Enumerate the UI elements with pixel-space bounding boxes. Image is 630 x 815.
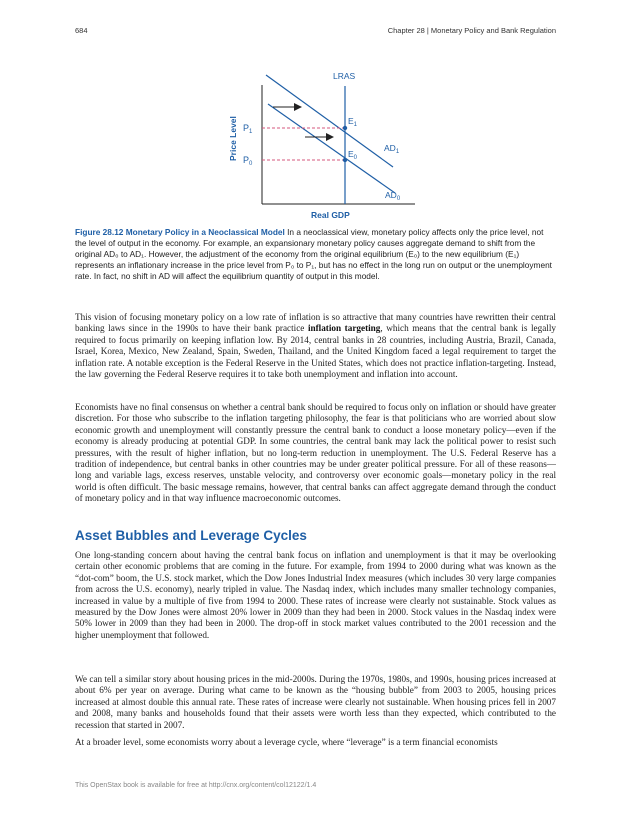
x-axis-label: Real GDP (311, 210, 350, 220)
paragraph-text: This vision of focusing monetary policy on a low rate of inflation is so attractive that many countries have rewritten their central banking laws since in the 1990s to have their bank practice (75, 312, 556, 334)
key-term-inflation-targeting: inflation targeting (307, 323, 381, 334)
paragraph-inflation-targeting (75, 312, 556, 380)
e0-point (343, 158, 347, 162)
p1-label: $P_1$ (243, 123, 253, 135)
ad0-curve (268, 104, 395, 193)
page-footer: This OpenStax book is available for free at http://cnx.org/content/col12122/1.4 (75, 782, 317, 789)
e0-label: $E_0$ (348, 149, 358, 161)
p0-label: $P_0$ (243, 155, 253, 167)
ad1-curve (266, 75, 393, 167)
y-axis-label: Price Level (228, 116, 238, 161)
paragraph-stock-market: One long-standing concern about having the central bank focus on inflation and unemployment is that it may be overlooking certain other economic problems that are coming in the future. For example, from 1994 to 2000 during what was known as the “dot-com” boom, the U.S. stock market, which the Dow Jones Industrial Index measures (which includes 30 very large companies from across the U.S. economy), nearly tripled in value. The Nasdaq index, which includes many smaller technology companies, increased in value by a multiple of five from 1994 to 2000. These rates of increase were clearly not sustainable. Stock values as measured by the Dow Jones were almost 20% lower in 2009 than they had been in 2000. Stock values in the Nasdaq index were 50% lower in 2009 than they had been in 2000. The drop-off in stock market values contributed to the 2001 recession and the higher unemployment that followed. (75, 550, 556, 640)
chapter-title: Chapter 28 | Monetary Policy and Bank Regulation (387, 26, 556, 35)
ad0-label: $AD_0$ (385, 190, 401, 202)
e1-point (343, 126, 347, 130)
neoclassical-ad-figure (0, 0, 630, 225)
paragraph-housing: We can tell a similar story about housing prices in the mid-2000s. During the 1970s, 1980s, and 1990s, housing prices increased at about 6% per year on average. During what came to be known as the “housing bubble” from 2003 to 2005, housing prices increased at almost double this annual rate. These rates of increase were clearly not sustainable. When housing prices fell in 2007 and 2008, many banks and households found that their assets were worth less than they expected, which contributed to the recession that started in 2007. (75, 674, 556, 730)
figure-caption (75, 227, 556, 282)
lras-label: LRAS (333, 71, 356, 81)
page-number: 684 (75, 26, 88, 35)
paragraph-consensus: Economists have no final consensus on whether a central bank should be required to focus only on inflation or should have greater discretion. For those who subscribe to the inflation targeting philosophy, the fear is that politicians who are worried about slow economic growth and unemployment will constantly pressure the central bank to conduct a loose monetary policy—even if the economy is already producing at potential GDP. In some countries, the central bank may lack the political power to resist such pressures, with the result of higher inflation, but no long-term reduction in unemployment. The U.S. Federal Reserve has a tradition of independence, but central banks in other countries may be under greater political pressure. For all of these reasons—long and variable lags, excess reserves, unstable velocity, and controversy over economic goals—monetary policy in the real world is often difficult. The basic message remains, however, that central banks can affect aggregate demand through the conduct of monetary policy and in that way influence macroeconomic outcomes. (75, 402, 556, 504)
ad1-label: $AD_1$ (384, 143, 400, 155)
figure-caption-label: Figure 28.12 Monetary Policy in a Neoclassical Model (75, 227, 285, 237)
paragraph-leverage: At a broader level, some economists worry about a leverage cycle, where “leverage” is a term financial economists (75, 737, 498, 747)
section-title: Asset Bubbles and Leverage Cycles (75, 528, 307, 543)
figure-caption-text: In a neoclassical view, monetary policy affects only the price level, not the level of output in the economy. For example, an expansionary monetary policy causes aggregate demand to shift from the original AD₀ to AD₁. However, the adjustment of the economy from the original equilibrium (E₀) to the new equilibrium (E₁) represents an inflationary increase in the price level from P₀ to P₁, but has no effect in the long run on output or the unemployment rate. In fact, no shift in AD will affect the equilibrium quantity of output in this model. (75, 227, 552, 281)
paragraph-text: , which means that the central bank is legally required to focus primarily on keeping inflation low. By 2014, central banks in 28 countries, including Austria, Brazil, Canada, Israel, Korea, Mexico, New Zealand, Spain, Sweden, Thailand, and the United Kingdom faced a legal requirement to target the inflation rate. A notable exception is the Federal Reserve in the United States, which does not practice inflation-targeting. Instead, the law governing the Federal Reserve requires it to take both unemployment and inflation into account. (75, 323, 556, 380)
e1-label: $E_1$ (348, 116, 358, 128)
